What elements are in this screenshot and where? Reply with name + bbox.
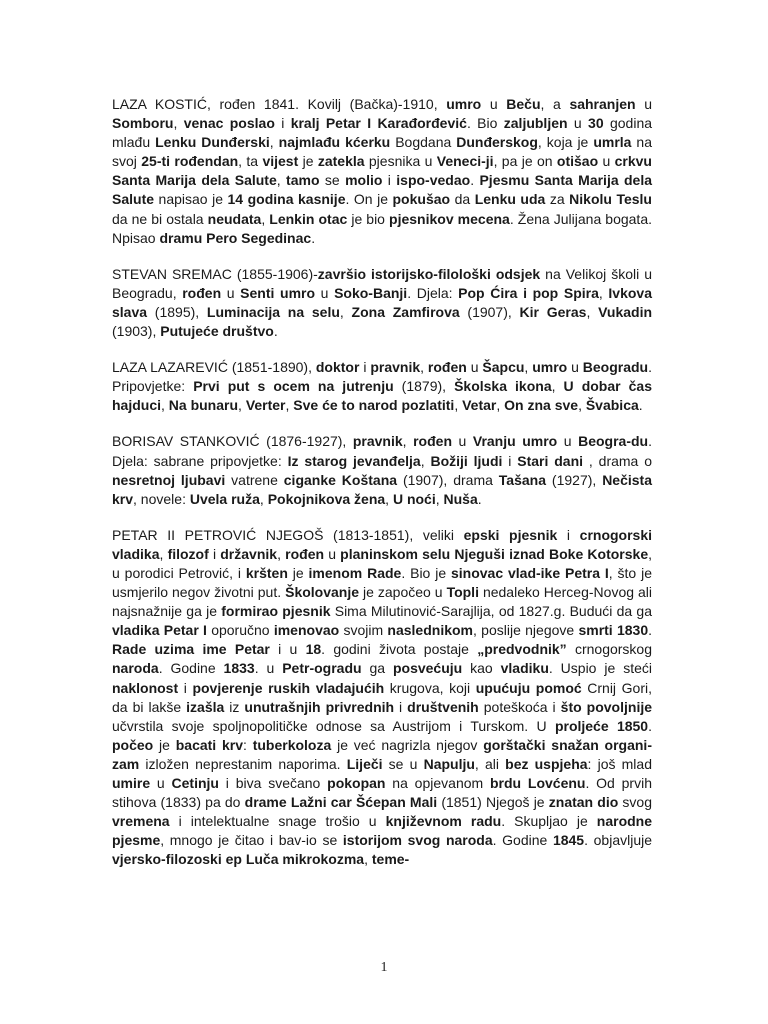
bold-text: Verter	[245, 397, 286, 414]
text-run: učvrstila svoje spoljnopolitičke odnose sa Austrijom i Turskom. U	[112, 717, 555, 734]
bold-text: Školska ikona	[454, 378, 552, 395]
text-run: je	[287, 564, 309, 581]
text-run: ,	[277, 545, 286, 562]
bold-text: Vranju umro	[472, 433, 558, 450]
text-run: na Velikoj školi u Beogradu,	[112, 265, 652, 301]
bold-text: 30	[588, 115, 604, 132]
bold-text: drame Lažni car Šćepan Mali	[244, 794, 438, 811]
bold-text: ispo-vedao	[396, 172, 471, 189]
bold-text: kralj Petar I Karađorđević	[290, 115, 467, 132]
paragraph-laza-lazarevic	[112, 358, 652, 415]
bold-text: formirao pjesnik	[221, 603, 331, 620]
text-run: krugova, koji	[384, 679, 476, 696]
text-run: ,	[402, 433, 414, 450]
bold-text: umro	[532, 359, 568, 376]
text-run: . Skupljao je	[501, 813, 597, 830]
bold-text: istorijom svog naroda	[342, 832, 493, 849]
bold-text: Lenkin otac	[269, 210, 348, 227]
text-run: u	[635, 96, 652, 112]
bold-text: znatan dio	[548, 794, 619, 811]
text-run: ,	[238, 397, 246, 414]
bold-text: unutrašnjih privrednih	[244, 698, 395, 715]
text-run: napisao je	[154, 191, 228, 208]
text-run: crnogorskog	[566, 641, 652, 658]
bold-text: Božiji ljudi	[430, 452, 503, 469]
text-run: ,	[420, 452, 431, 469]
text-run: ,	[261, 210, 270, 227]
bold-text: On zna sve	[504, 397, 579, 414]
text-run: .	[638, 397, 643, 414]
bold-text: najmlađu kćerku	[278, 134, 391, 151]
text-run: i	[557, 526, 580, 543]
text-run: LAZA KOSTIĆ, rođen 1841. Kovilj (Bačka)-1910,	[112, 96, 447, 112]
bold-text: epski pjesnik	[463, 526, 558, 543]
text-run: (1927),	[546, 471, 603, 488]
text-run: ,	[269, 134, 279, 151]
bold-text: Lenku Dunđerski	[155, 134, 270, 151]
text-run: .	[648, 717, 652, 734]
text-run: ga	[361, 660, 393, 677]
bold-text: molio	[345, 172, 383, 189]
bold-text: nesretnoj ljubavi	[112, 471, 226, 488]
bold-text: Senti umro	[240, 284, 316, 301]
text-run: na opjevanom	[385, 775, 490, 791]
text-run: . Djela:	[407, 284, 459, 301]
text-run: se	[319, 172, 346, 189]
text-run: i	[208, 545, 221, 562]
bold-text: Luminacija na selu	[206, 303, 340, 320]
bold-text: Tašana	[498, 471, 547, 488]
text-run: oporučno	[206, 622, 274, 639]
bold-text: Šapcu	[482, 359, 525, 376]
bold-text: počeo	[112, 736, 154, 753]
bold-text: dramu Pero Segedinac	[159, 229, 312, 246]
text-run: svojim	[339, 622, 388, 639]
bold-text: rođen	[182, 284, 222, 301]
text-run: . godini života postaje	[321, 641, 478, 658]
page-number: 1	[380, 960, 388, 975]
text-run: , što je usmjerilo negov životni put.	[112, 564, 652, 601]
text-run: godina mlađu	[112, 115, 653, 151]
bold-text: književnom radu	[385, 813, 502, 830]
text-run: .	[311, 229, 316, 246]
text-run: je	[153, 736, 176, 753]
text-run: (1903),	[112, 323, 161, 340]
bold-text: 25-ti rođendan	[141, 153, 239, 170]
bold-text: Petar	[234, 641, 270, 658]
text-run: da	[450, 191, 475, 208]
text-run: ,	[420, 359, 428, 376]
text-run: svog	[618, 794, 653, 811]
text-run: .	[477, 490, 482, 507]
bold-text: Švabica	[585, 397, 639, 414]
text-run: ,	[435, 490, 444, 507]
text-run: , poslije njegove	[473, 622, 579, 639]
text-run: ,	[524, 359, 533, 376]
text-run: nedaleko Herceg-Novog ali najsnažnije ga je	[112, 584, 652, 620]
bold-text: Rade uzima ime	[112, 641, 227, 658]
document-body	[112, 95, 652, 886]
text-run: Sima Milutinović-Sarajlija, od 1827.g. Budući da ga	[330, 603, 652, 620]
text-run: . Pripovjetke:	[112, 359, 652, 395]
bold-text: pravnik	[370, 359, 421, 376]
bold-text: Beogradu	[582, 359, 649, 376]
text-run: . Žena Julijana bogata. Npisao	[112, 210, 652, 246]
bold-text: Kir Geras	[519, 303, 587, 320]
text-run: .	[648, 622, 652, 639]
text-run: , drama o	[583, 452, 652, 469]
bold-text: Pjesmu Santa Marija dela Salute	[112, 172, 653, 208]
text-run: . Bio	[466, 115, 504, 132]
text-run: , mnogo je čitao i bav-io se	[160, 832, 343, 849]
bold-text: „predvodnik”	[477, 641, 567, 658]
bold-text: U noći	[392, 490, 436, 507]
bold-text: Prvi put s ocem na jutrenju	[193, 378, 394, 395]
text-run: ,	[598, 284, 609, 301]
bold-text: Nečista krv	[112, 471, 652, 507]
text-run: ,	[339, 303, 352, 320]
text-run: i biva svečano	[218, 775, 328, 791]
text-run: . Bio je	[401, 564, 451, 581]
bold-text: Ivkova slava	[112, 284, 652, 320]
bold-text: državnik	[220, 545, 278, 562]
bold-text: imenovao	[273, 622, 340, 639]
bold-text: Nikolu Teslu	[569, 191, 652, 208]
paragraph-petar-petrovic-njegos	[112, 526, 652, 870]
bold-text: Na bunaru	[168, 397, 239, 414]
text-run: ,	[259, 490, 268, 507]
bold-text: 14 godina kasnije	[227, 191, 346, 208]
bold-text: rođen	[285, 545, 325, 562]
bold-text: Pop Ćira i pop Spira	[458, 284, 599, 301]
bold-text: rođen	[413, 433, 452, 450]
bold-text: imenom	[308, 564, 363, 581]
bold-text: naslednikom	[387, 622, 474, 639]
bold-text: crkvu Santa Marija dela Salute	[112, 153, 652, 189]
text-run: ,	[285, 397, 294, 414]
text-run: u	[466, 359, 483, 376]
text-run: . Uspio je steći	[548, 660, 652, 677]
text-run: BORISAV STANKOVIĆ (1876-1927),	[112, 433, 353, 450]
bold-text: crnogorski vladika	[112, 526, 653, 562]
text-run: ,	[586, 303, 599, 320]
text-run: PETAR II PETROVIĆ NJEGOŠ (1813-1851), veliki	[112, 526, 464, 543]
text-run: je započeo u	[359, 584, 447, 601]
text-run: . Godine	[158, 660, 224, 677]
text-run: ,	[161, 397, 169, 414]
bold-text: Beogra-du	[578, 433, 649, 450]
bold-text: vladika Petar I	[112, 622, 207, 639]
bold-text: smrti 1830	[578, 622, 649, 639]
bold-text: U dobar čas hajduci	[112, 378, 652, 414]
bold-text: pravnik	[352, 433, 403, 450]
text-run: u	[315, 284, 335, 301]
text-run: ,	[364, 851, 372, 868]
text-run: ,	[551, 378, 564, 395]
text-run: STEVAN SREMAC (1855-1906)-	[112, 265, 318, 282]
text-run: ,	[276, 172, 287, 189]
bold-text: upućuju pomoć	[475, 679, 582, 696]
text-run: i	[394, 698, 408, 715]
text-run: i u	[269, 641, 306, 658]
bold-text: Uvela ruža	[189, 490, 260, 507]
bold-text: što povoljnije	[560, 698, 653, 715]
text-run: i	[274, 115, 291, 132]
bold-text: vremena	[112, 813, 170, 830]
text-run: u	[598, 153, 615, 170]
bold-text: vladiku	[500, 660, 549, 677]
text-run: , koja je	[537, 134, 594, 151]
bold-text: tuberkoloza	[252, 736, 332, 753]
text-run: . On je	[345, 191, 393, 208]
text-run: izložen neprestanim naporima.	[139, 755, 347, 772]
bold-text: pokopan	[327, 775, 386, 791]
bold-text: sinovac vlad-ike Petra I	[450, 564, 609, 581]
text-run: se u	[382, 755, 424, 772]
text-run: je bio	[347, 210, 390, 227]
text-run: ,	[496, 397, 505, 414]
bold-text: Pokojnikova žena	[267, 490, 386, 507]
bold-text: umrla	[593, 134, 632, 151]
bold-text: zaljubljen	[503, 115, 568, 132]
bold-text: završio istorijsko-filološki odsjek	[317, 265, 541, 282]
paragraph-stevan-sremac	[112, 265, 652, 341]
text-run: :	[243, 736, 253, 753]
text-run: u	[557, 433, 579, 450]
text-run	[227, 641, 235, 657]
text-run: i	[178, 679, 193, 696]
text-run: u	[221, 284, 241, 301]
bold-text: naroda	[112, 660, 159, 677]
bold-text: Lenku uda	[474, 191, 546, 208]
bold-text: Putujeće društvo	[160, 323, 274, 340]
text-run: u	[481, 96, 507, 112]
text-run: , ta	[238, 153, 263, 170]
bold-text: umro	[446, 96, 482, 112]
text-run: da ne bi ostala	[112, 210, 208, 227]
bold-text: pjesnikov mecena	[389, 210, 510, 227]
paragraph-borisav-stankovic	[112, 432, 652, 508]
bold-text: gorštački snažan organi-zam	[112, 736, 652, 772]
bold-text: filozof	[167, 545, 209, 562]
text-run: u	[150, 775, 172, 791]
text-run: . Djela: sabrane pripovjetke:	[112, 433, 652, 469]
text-run: (1851) Njegoš je	[437, 794, 549, 811]
text-run: (1879),	[393, 378, 455, 395]
bold-text: sahranjen	[569, 96, 636, 112]
text-run: .	[470, 172, 480, 189]
text-run: i	[382, 172, 397, 189]
bold-text: neudata	[207, 210, 262, 227]
bold-text: 1845	[552, 832, 585, 849]
text-run: ,	[173, 115, 184, 132]
text-run: poteškoća i	[478, 698, 561, 715]
bold-text: Beču	[506, 96, 541, 112]
text-run: . Godine	[492, 832, 553, 849]
bold-text: teme-	[371, 851, 410, 868]
text-run: (1907),	[459, 303, 520, 320]
bold-text: doktor	[315, 359, 360, 376]
bold-text: narodne pjesme	[112, 813, 653, 849]
bold-text: bacati krv	[175, 736, 244, 753]
bold-text: venac poslao	[183, 115, 275, 132]
bold-text: izašla	[186, 698, 225, 715]
text-run: ,	[578, 397, 586, 414]
bold-text: Cetinju	[171, 775, 219, 791]
bold-text: Iz starog jevanđelja	[287, 452, 421, 469]
bold-text: 1833	[223, 660, 255, 677]
text-run: ,	[159, 545, 168, 562]
bold-text: Rade	[367, 564, 402, 581]
bold-text: planinskom selu Njeguši iznad Boke Kotorske	[340, 545, 649, 562]
text-run: Crnij Gori, da bi lakše	[112, 679, 652, 715]
text-run: iz	[224, 698, 245, 715]
bold-text: Veneci-ji	[436, 153, 494, 170]
bold-text: ciganke Koštana	[283, 471, 398, 488]
text-run: , ali	[474, 755, 506, 772]
bold-text: Petr-ogradu	[282, 660, 362, 677]
bold-text: Školovanje	[285, 584, 360, 601]
bold-text: umire	[112, 775, 151, 791]
bold-text: Somboru	[112, 115, 174, 132]
bold-text: Topli	[446, 584, 479, 601]
text-run: , u porodici Petrović, i	[112, 545, 653, 581]
text-run: . objavljuje	[584, 832, 653, 849]
text-run: (1907), drama	[397, 471, 499, 488]
bold-text: društvenih	[407, 698, 479, 715]
bold-text: naklonost	[112, 679, 179, 696]
bold-text: Liječi	[346, 755, 383, 772]
text-run: kao	[462, 660, 501, 677]
bold-text: otišao	[556, 153, 599, 170]
bold-text: vjersko-filozoski ep Luča mikrokozma	[112, 851, 365, 868]
bold-text: pokušao	[392, 191, 451, 208]
text-run: vatrene	[225, 471, 284, 488]
bold-text: povjerenje ruskih vladajućih	[192, 679, 385, 696]
text-run: u	[324, 545, 341, 562]
bold-text: Dunđerskog	[456, 134, 538, 151]
bold-text: Vetar	[462, 397, 497, 414]
bold-text: Nuša	[443, 490, 478, 507]
text-run: . Od prvih stihova (1833) pa do	[112, 775, 652, 811]
bold-text: Sve će to narod pozlatiti	[293, 397, 455, 414]
text-run: , a	[540, 96, 570, 112]
text-run: ,	[454, 397, 463, 414]
text-run: , novele:	[133, 490, 190, 507]
text-run: , pa je on	[493, 153, 557, 170]
text-run: i intelektualne snage trošio u	[169, 813, 386, 830]
text-run: je već nagrizla njegov	[331, 736, 484, 753]
bold-text: zatekla	[317, 153, 365, 170]
bold-text: rođen	[427, 359, 467, 376]
bold-text: Zona Zamfirova	[351, 303, 460, 320]
text-run: i	[359, 359, 371, 376]
bold-text: Vukadin	[598, 303, 653, 320]
bold-text: kršten	[245, 564, 288, 581]
text-run: za	[545, 191, 570, 208]
text-run: i	[502, 452, 518, 469]
text-run: u	[567, 359, 583, 376]
bold-text: tamo	[286, 172, 320, 189]
bold-text: bez uspjeha	[505, 755, 588, 772]
text-run: .	[273, 323, 278, 340]
bold-text: posvećuju	[392, 660, 463, 677]
text-run: ,	[385, 490, 393, 507]
bold-text: Stari dani	[517, 452, 584, 469]
text-run: u	[452, 433, 473, 450]
text-run: u	[567, 115, 589, 132]
bold-text: Napulju	[423, 755, 475, 772]
text-run: : još mlad	[587, 755, 652, 772]
bold-text: Soko-Banji	[334, 284, 408, 301]
text-run: na svoj	[112, 134, 652, 170]
bold-text: 18	[305, 641, 322, 658]
text-run: . u	[254, 660, 283, 677]
text-run: je	[298, 153, 318, 170]
text-run: (1895),	[147, 303, 207, 320]
bold-text: vijest	[262, 153, 299, 170]
text-run: pjesnika u	[364, 153, 437, 170]
text-run: LAZA LAZAREVIĆ (1851-1890),	[112, 359, 316, 376]
bold-text: brdu Lovćenu	[489, 775, 586, 791]
text-run: Bogdana	[390, 134, 457, 151]
paragraph-laza-kostic	[112, 95, 652, 248]
bold-text: proljeće 1850	[554, 717, 649, 734]
